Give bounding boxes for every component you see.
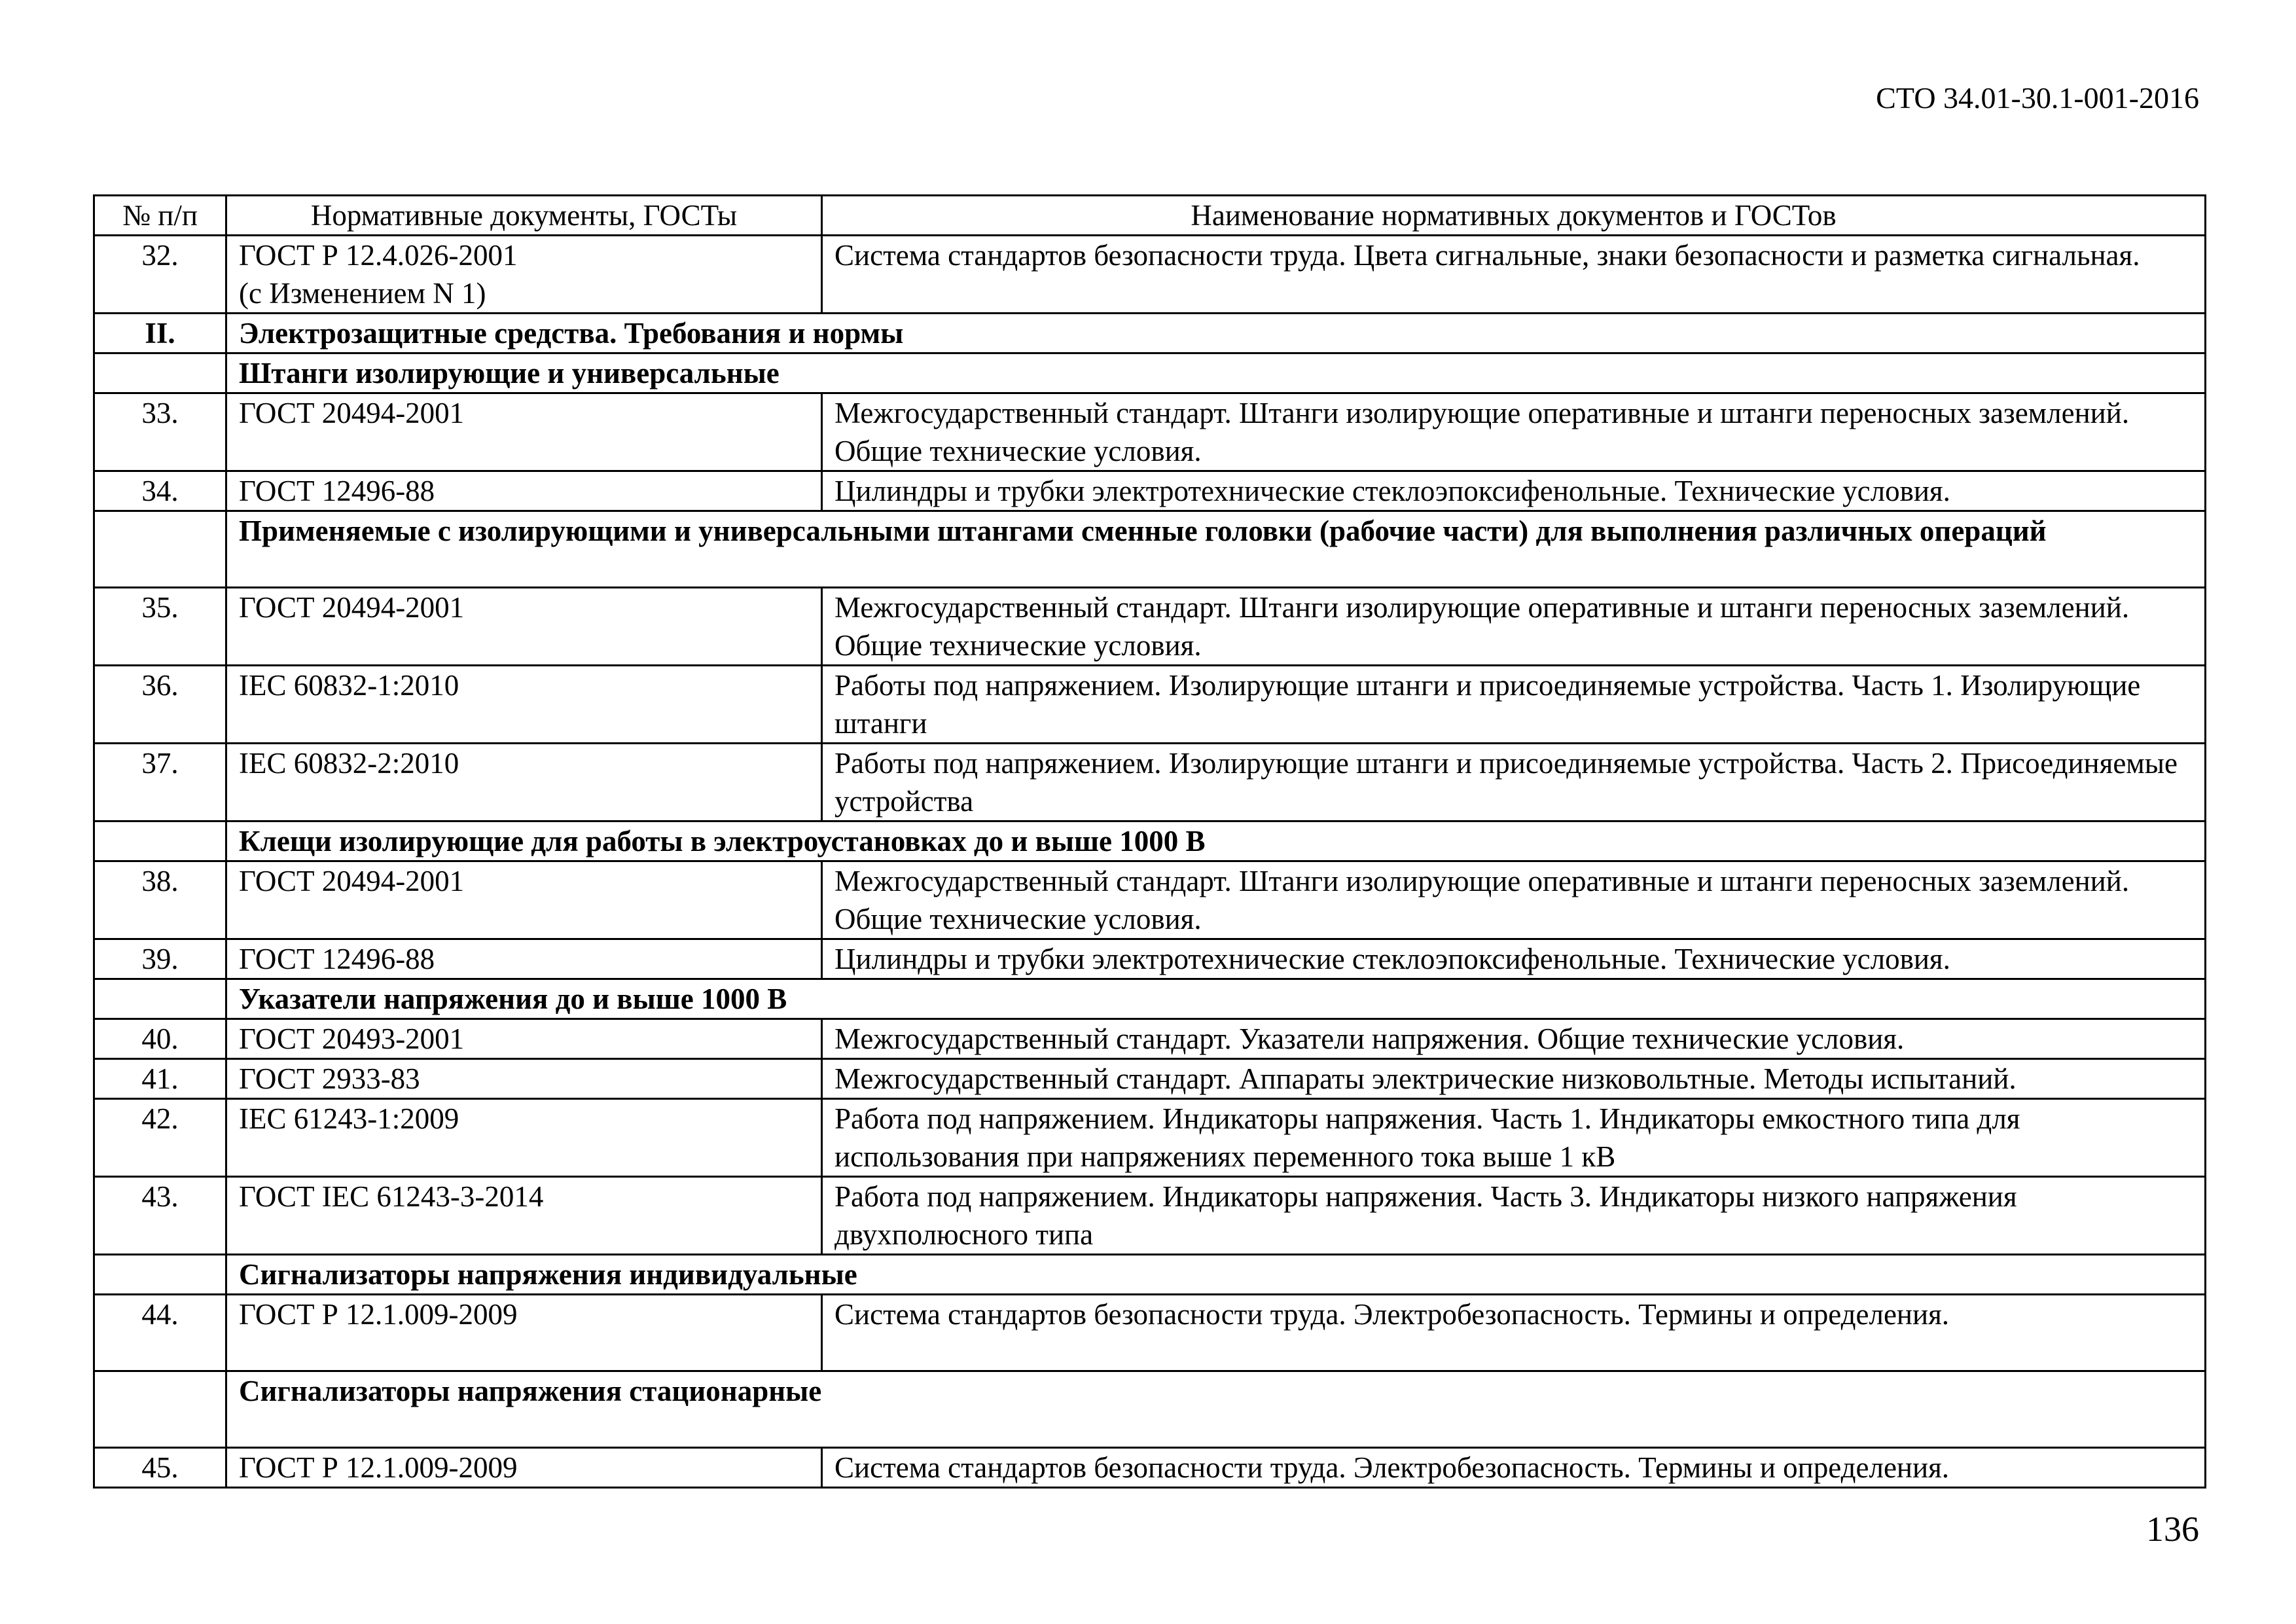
empty-cell [94,979,226,1019]
row-document: IEC 60832-2:2010 [226,744,822,821]
empty-cell [94,511,226,588]
row-number: 44. [94,1295,226,1371]
row-document: ГОСТ IEC 61243-3-2014 [226,1177,822,1255]
row-document: IEC 61243-1:2009 [226,1099,822,1177]
row-title: Работа под напряжением. Индикаторы напряжения. Часть 1. Индикаторы емкостного типа для использования при напряжениях переменного тока выше 1 кВ [822,1099,2206,1177]
subsection-title: Сигнализаторы напряжения индивидуальные [226,1255,2206,1295]
table-row [94,939,2206,979]
subsection-title: Штанги изолирующие и универсальные [226,353,2206,393]
column-header-documents: Нормативные документы, ГОСТы [226,196,822,236]
row-document: ГОСТ 2933-83 [226,1059,822,1099]
column-header-number: № п/п [94,196,226,236]
table-row [94,666,2206,744]
standards-table [93,194,2206,1489]
subsection-row [94,821,2206,861]
row-title: Межгосударственный стандарт. Указатели напряжения. Общие технические условия. [822,1019,2206,1059]
empty-cell [94,1255,226,1295]
row-title: Цилиндры и трубки электротехнические стеклоэпоксифенольные. Технические условия. [822,939,2206,979]
table-row [94,393,2206,471]
row-document-line: (с Изменением N 1) [239,277,486,310]
row-document: IEC 60832-1:2010 [226,666,822,744]
row-number: 36. [94,666,226,744]
subsection-row [94,979,2206,1019]
subsection-title: Сигнализаторы напряжения стационарные [226,1371,2206,1448]
subsection-title: Клещи изолирующие для работы в электроустановках до и выше 1000 В [226,821,2206,861]
row-number: 32. [94,236,226,314]
subsection-title: Применяемые с изолирующими и универсальными штангами сменные головки (рабочие части) для выполнения различных операций [226,511,2206,588]
row-number: 41. [94,1059,226,1099]
section-title: Электрозащитные средства. Требования и нормы [226,314,2206,353]
row-title: Межгосударственный стандарт. Аппараты электрические низковольтные. Методы испытаний. [822,1059,2206,1099]
row-title: Межгосударственный стандарт. Штанги изолирующие оперативные и штанги переносных заземлений. Общие технические условия. [822,588,2206,666]
row-number: 45. [94,1448,226,1488]
section-row [94,314,2206,353]
row-document: ГОСТ 20493-2001 [226,1019,822,1059]
table-row [94,1059,2206,1099]
subsection-row [94,353,2206,393]
empty-cell [94,1371,226,1448]
row-number: 37. [94,744,226,821]
row-number: 34. [94,471,226,511]
row-number: 35. [94,588,226,666]
row-title: Работы под напряжением. Изолирующие штанги и присоединяемые устройства. Часть 2. Присоединяемые устройства [822,744,2206,821]
row-document: ГОСТ 12496-88 [226,939,822,979]
row-title: Работы под напряжением. Изолирующие штанги и присоединяемые устройства. Часть 1. Изолирующие штанги [822,666,2206,744]
row-document: ГОСТ 20494-2001 [226,393,822,471]
row-title: Работа под напряжением. Индикаторы напряжения. Часть 3. Индикаторы низкого напряжения двухполюсного типа [822,1177,2206,1255]
row-document [226,236,822,314]
row-title: Система стандартов безопасности труда. Электробезопасность. Термины и определения. [822,1448,2206,1488]
row-document: ГОСТ Р 12.1.009-2009 [226,1448,822,1488]
page-number: 136 [2146,1509,2199,1549]
section-number: II. [94,314,226,353]
subsection-title: Указатели напряжения до и выше 1000 В [226,979,2206,1019]
table-row [94,236,2206,314]
row-number: 43. [94,1177,226,1255]
row-title: Система стандартов безопасности труда. Электробезопасность. Термины и определения. [822,1295,2206,1371]
subsection-row [94,511,2206,588]
row-title: Межгосударственный стандарт. Штанги изолирующие оперативные и штанги переносных заземлений. Общие технические условия. [822,393,2206,471]
table-row [94,1019,2206,1059]
table-header-row [94,196,2206,236]
row-document: ГОСТ Р 12.1.009-2009 [226,1295,822,1371]
row-number: 39. [94,939,226,979]
row-number: 42. [94,1099,226,1177]
row-number: 33. [94,393,226,471]
column-header-names: Наименование нормативных документов и ГОСТов [822,196,2206,236]
row-number: 38. [94,861,226,939]
table-row [94,861,2206,939]
row-number: 40. [94,1019,226,1059]
row-document: ГОСТ 12496-88 [226,471,822,511]
empty-cell [94,821,226,861]
subsection-row [94,1371,2206,1448]
row-title: Цилиндры и трубки электротехнические стеклоэпоксифенольные. Технические условия. [822,471,2206,511]
row-title: Система стандартов безопасности труда. Цвета сигнальные, знаки безопасности и разметка сигнальная. [822,236,2206,314]
table-row [94,471,2206,511]
table-row [94,1099,2206,1177]
table-row [94,588,2206,666]
table-row [94,1448,2206,1488]
row-document-line: ГОСТ Р 12.4.026-2001 [239,239,518,272]
row-document: ГОСТ 20494-2001 [226,588,822,666]
document-code: СТО 34.01-30.1-001-2016 [1876,81,2199,115]
row-document: ГОСТ 20494-2001 [226,861,822,939]
row-title: Межгосударственный стандарт. Штанги изолирующие оперативные и штанги переносных заземлений. Общие технические условия. [822,861,2206,939]
subsection-row [94,1255,2206,1295]
table-row [94,1295,2206,1371]
empty-cell [94,353,226,393]
table-row [94,744,2206,821]
table-row [94,1177,2206,1255]
